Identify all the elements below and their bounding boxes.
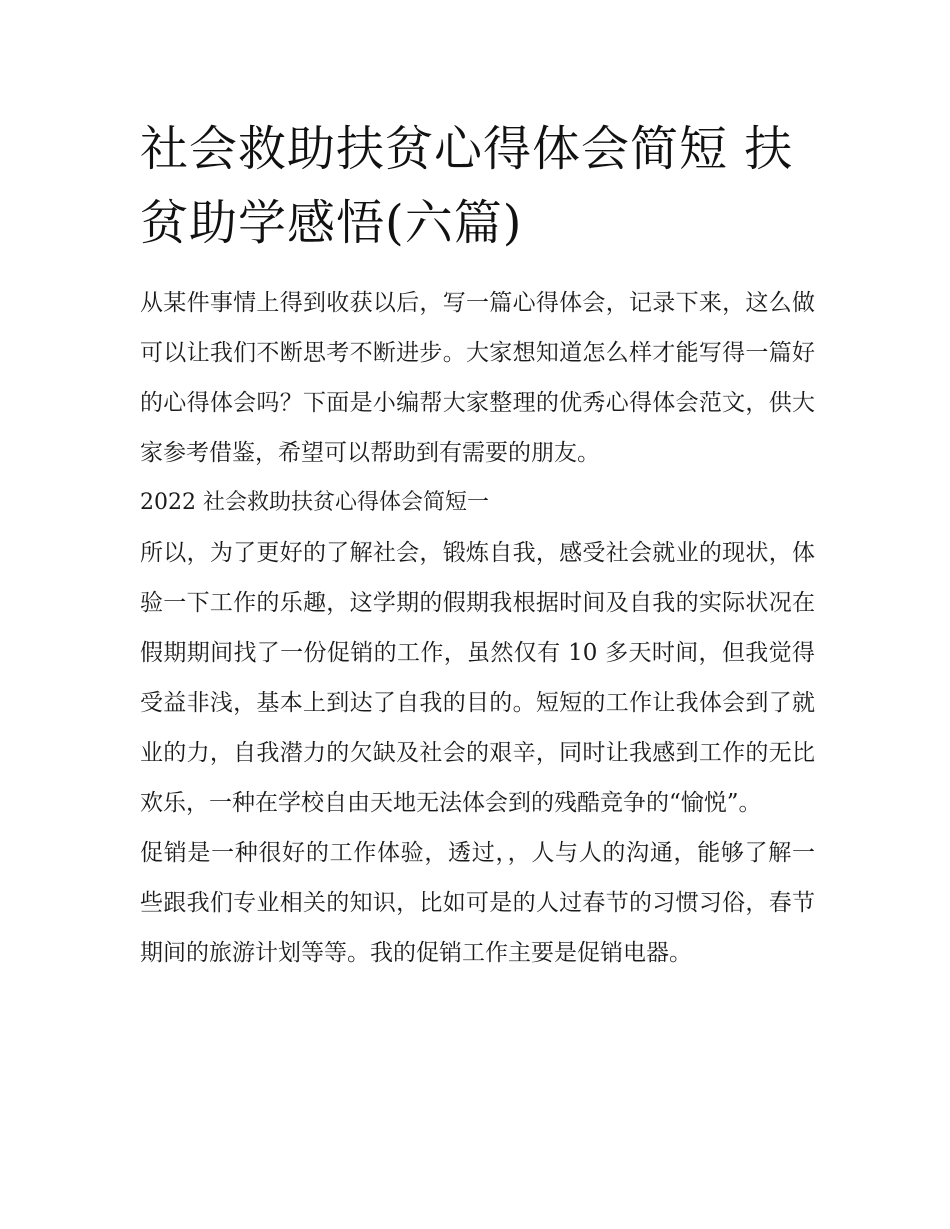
- document-title: 社会救助扶贫心得体会简短 扶贫助学感悟(六篇): [140, 121, 794, 251]
- body-paragraph-2: 促销是一种很好的工作体验，透过，，人与人的沟通，能够了解一些跟我们专业相关的知识，比如可是的人过春节的习惯习俗，春节期间的旅游计划等等。我的促销工作主要是促销电器。: [140, 840, 815, 966]
- document-content: [140, 112, 815, 978]
- intro-paragraph: 从某件事情上得到收获以后，写一篇心得体会，记录下来，这么做可以让我们不断思考不断进步。大家想知道怎么样才能写得一篇好的心得体会吗？下面是小编帮大家整理的优秀心得体会范文，供大家参考借鉴，希望可以帮助到有需要的朋友。: [140, 290, 815, 466]
- body-paragraph-1: 所以，为了更好的了解社会，锻炼自我，感受社会就业的现状，体验一下工作的乐趣，这学期的假期我根据时间及自我的实际状况在假期期间找了一份促销的工作，虽然仅有 10 多天时间，但我觉得受益非浅，基本上到达了自我的目的。短短的工作让我体会到了就业的力，自我潜力的欠缺及社会的艰辛，同时让我感到工作的无比欢乐，一种在学校自由天地无法体会到的残酷竞争的“愉悦”。: [140, 540, 815, 816]
- section-heading: 2022 社会救助扶贫心得体会简短一: [140, 490, 489, 515]
